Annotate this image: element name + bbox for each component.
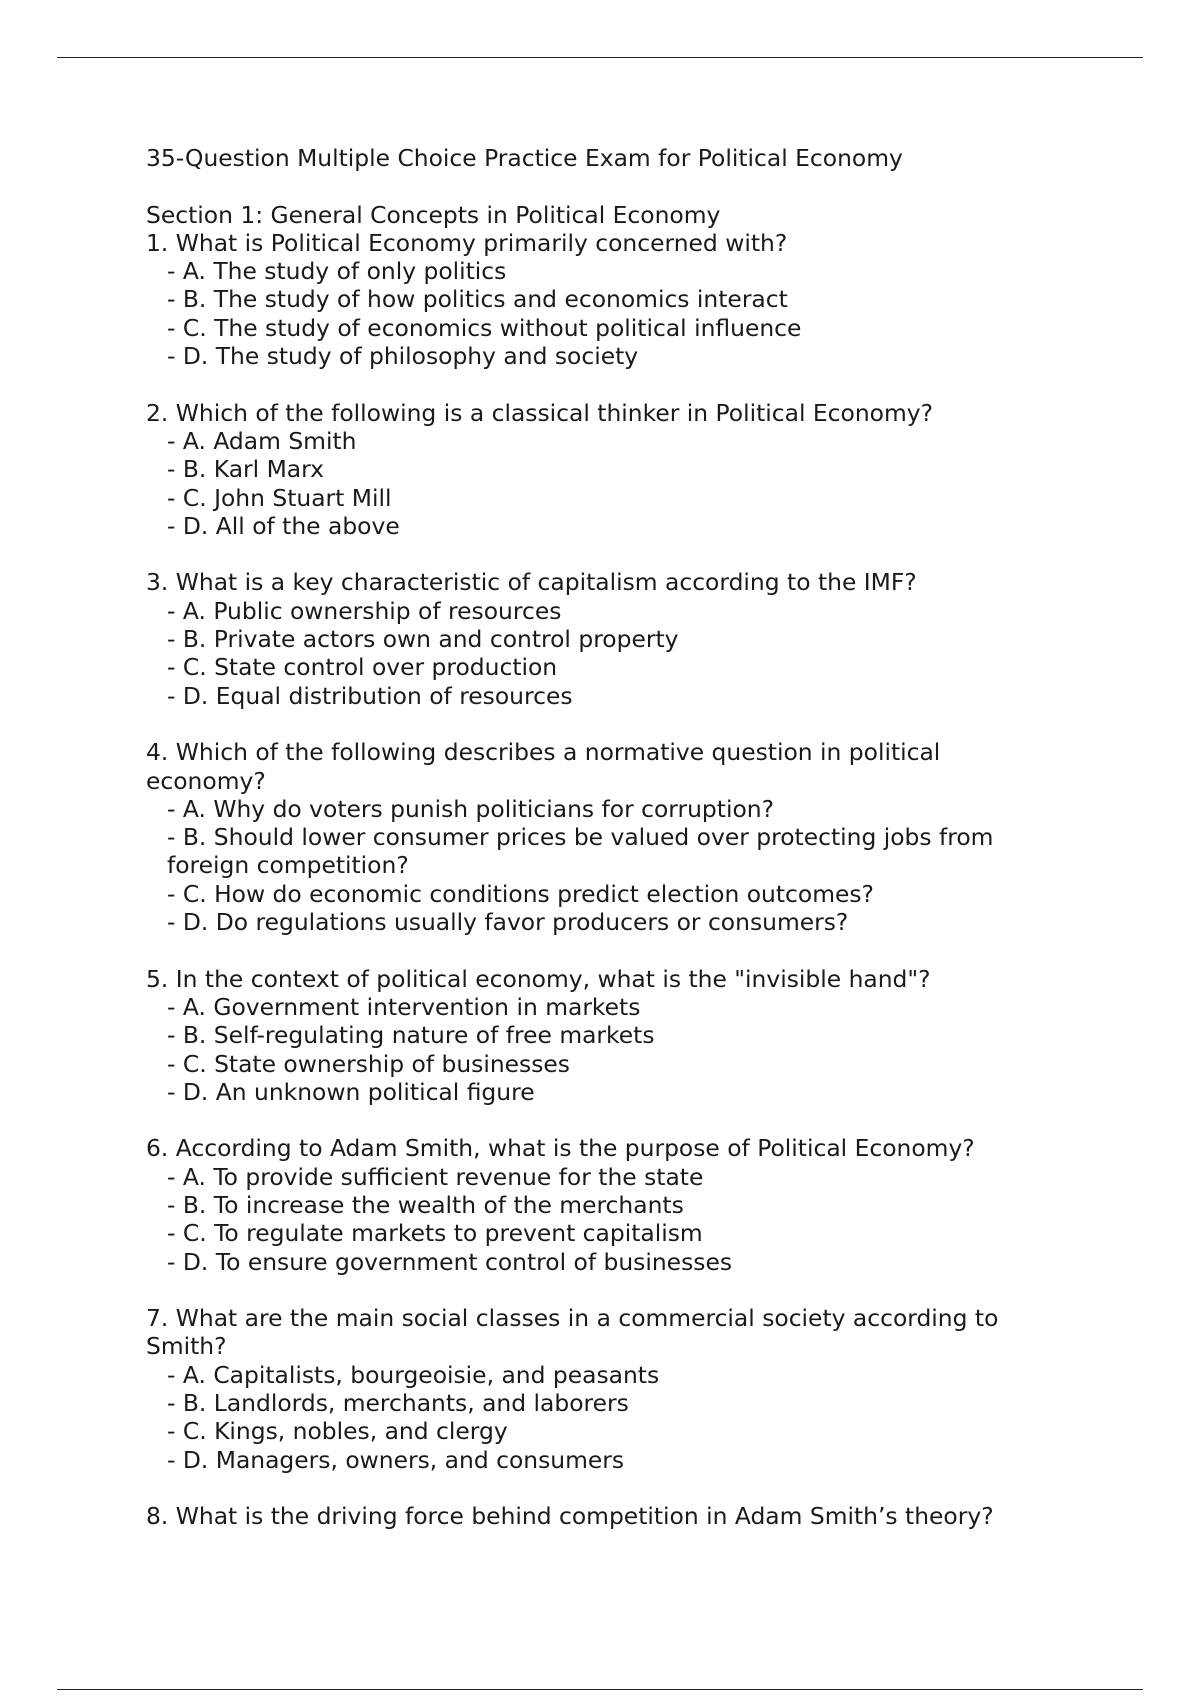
option-a: - A. To provide sufficient revenue for the state <box>167 1162 704 1191</box>
option-b: - B. Landlords, merchants, and laborers <box>167 1389 629 1418</box>
option-a: - A. Government intervention in markets <box>167 992 641 1021</box>
option-b: - B. The study of how politics and economics interact <box>167 285 788 314</box>
option-c: - C. The study of economics without political influence <box>167 313 802 342</box>
option-b: - B. Karl Marx <box>167 455 324 484</box>
option-b: - B. Private actors own and control property <box>167 625 679 654</box>
document-title: 35-Question Multiple Choice Practice Exam for Political Economy <box>146 144 903 172</box>
bottom-rule <box>57 1689 1143 1690</box>
question-text: 2. Which of the following is a classical thinker in Political Economy? <box>146 398 934 427</box>
option-a: - A. Public ownership of resources <box>167 596 562 625</box>
option-d: - D. To ensure government control of businesses <box>167 1247 733 1276</box>
question-4 <box>146 738 1036 936</box>
option-c: - C. State ownership of businesses <box>167 1049 570 1078</box>
spacer <box>146 172 1036 200</box>
option-c: - C. Kings, nobles, and clergy <box>167 1417 508 1446</box>
question-text: 7. What are the main social classes in a commercial society according to Smith? <box>146 1304 1006 1361</box>
option-c: - C. How do economic conditions predict election outcomes? <box>167 879 874 908</box>
question-text: 6. According to Adam Smith, what is the purpose of Political Economy? <box>146 1134 975 1163</box>
option-b: - B. Self-regulating nature of free markets <box>167 1021 655 1050</box>
question-text: 3. What is a key characteristic of capitalism according to the IMF? <box>146 568 917 597</box>
option-d: - D. Equal distribution of resources <box>167 681 573 710</box>
option-d: - D. All of the above <box>167 511 400 540</box>
question-6 <box>146 1134 1036 1275</box>
question-2 <box>146 399 1036 540</box>
option-a: - A. The study of only politics <box>167 257 507 286</box>
option-d: - D. The study of philosophy and society <box>167 342 639 371</box>
top-rule <box>57 57 1143 58</box>
option-c: - C. State control over production <box>167 653 558 682</box>
question-text: 5. In the context of political economy, what is the "invisible hand"? <box>146 964 931 993</box>
option-c: - C. To regulate markets to prevent capitalism <box>167 1219 703 1248</box>
option-b: - B. Should lower consumer prices be valued over protecting jobs from foreign competition? <box>167 823 1001 880</box>
option-a: - A. Adam Smith <box>167 426 357 455</box>
section-heading: Section 1: General Concepts in Political Economy <box>146 200 721 229</box>
option-c: - C. John Stuart Mill <box>167 483 392 512</box>
question-7 <box>146 1304 1036 1474</box>
option-b: - B. To increase the wealth of the merchants <box>167 1190 684 1219</box>
question-text: 8. What is the driving force behind competition in Adam Smith’s theory? <box>146 1502 994 1531</box>
option-d: - D. An unknown political figure <box>167 1077 535 1106</box>
option-a: - A. Capitalists, bourgeoisie, and peasants <box>167 1360 660 1389</box>
question-text: 1. What is Political Economy primarily concerned with? <box>146 228 788 257</box>
option-a: - A. Why do voters punish politicians for corruption? <box>167 794 775 823</box>
question-list <box>146 229 1036 1531</box>
exam-document <box>146 144 1036 1559</box>
question-1 <box>146 229 1036 370</box>
question-8 <box>146 1502 1036 1530</box>
question-3 <box>146 568 1036 709</box>
option-d: - D. Do regulations usually favor producers or consumers? <box>167 908 849 937</box>
question-text: 4. Which of the following describes a normative question in political economy? <box>146 738 948 795</box>
question-5 <box>146 965 1036 1106</box>
option-d: - D. Managers, owners, and consumers <box>167 1445 625 1474</box>
